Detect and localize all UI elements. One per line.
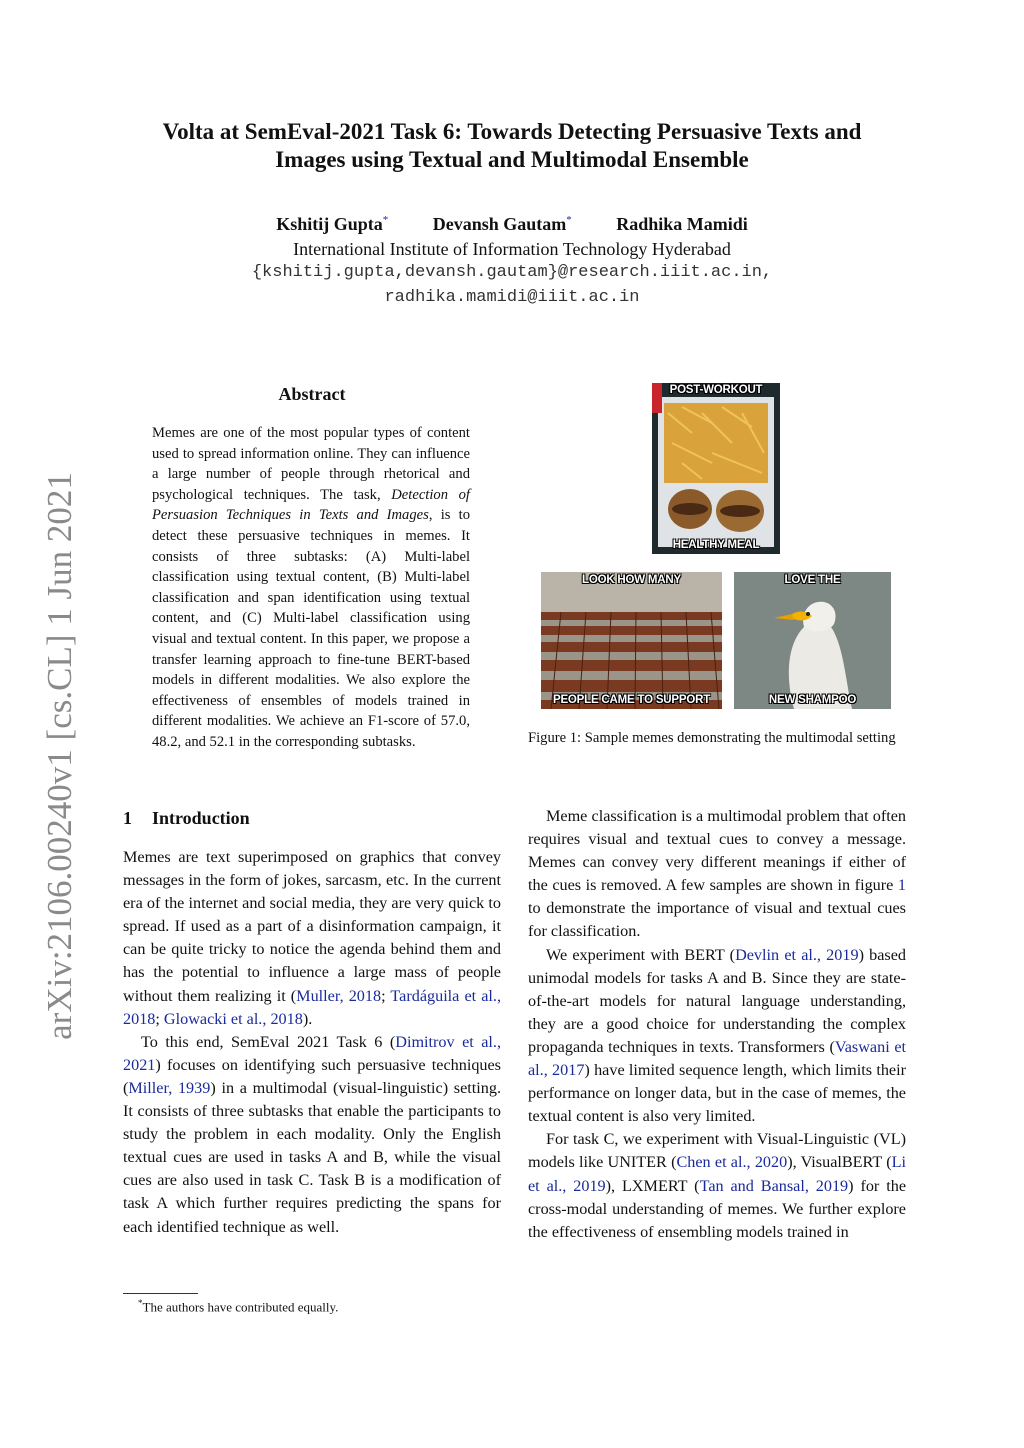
meme-1-top-text: POST-WORKOUT [669,384,763,396]
arxiv-sidebar-id: arXiv:2106.00240v1 [cs.CL] 1 Jun 2021 [40,472,79,1040]
paper-title [100,118,924,174]
author-2: Devansh Gautam* [432,214,572,234]
meme-2-top-text: LOOK HOW MANY [582,574,681,586]
right-paragraph-3: For task C, we experiment with Visual-Linguistic (VL) models like UNITER (Chen et al., 2020), VisualBERT (Li et al., 2019), LXMERT (Tan and Bansal, 2019) for the cross-modal understanding of memes. We further explore the effectiveness of ensembling models trained in [528,1130,906,1241]
abstract-heading: Abstract [278,384,346,404]
meme-2-bottom-text: PEOPLE CAME TO SUPPORT [552,694,711,706]
figure-caption: Figure 1: Sample memes demonstrating the multimodal setting [528,730,896,746]
citation-link[interactable]: Miller, 1939 [128,1078,211,1097]
author-list [100,214,924,235]
citation-link[interactable]: Chen et al., 2020 [676,1153,788,1172]
intro-left-column [123,846,501,1239]
citation-link[interactable]: Tan and Bansal, 2019 [699,1176,849,1195]
title-line-1: Volta at SemEval-2021 Task 6: Towards Detecting Persuasive Texts and [162,119,862,144]
meme-3-bottom-text: NEW SHAMPOO [768,694,857,706]
intro-right-column [528,805,906,1244]
citation-link[interactable]: Muller, 2018 [296,986,382,1005]
vulture-illustration [734,572,891,709]
meme-fries-burgers-image [652,383,780,554]
citation-link[interactable]: Glowacki et al., 2018 [163,1009,303,1028]
auditorium-seats-illustration [541,572,722,709]
right-paragraph-1: Meme classification is a multimodal problem that often requires visual and textual cues to convey a message. Memes can convey very different meanings if either of the cues is removed. A few samples are shown in figure 1 to demonstrate the importance of visual and textual cues for classification. [528,807,906,941]
citation-link[interactable]: Li et al., 2019 [528,1153,906,1195]
citation-link[interactable]: Tardáguila et al., 2018 [123,986,501,1028]
intro-paragraph-2: To this end, SemEval 2021 Task 6 (Dimitrov et al., 2021) focuses on identifying such persuasive techniques (Miller, 1939) in a multimodal (visual-linguistic) setting. It consists of three subtasks that enable the participants to study the problem in each modality. Only the English textual cues are used in tasks A and B, while the visual cues are also used in task C. Task B is a modification of task A which further requires predicting the spans for each identified technique as well. [123,1032,502,1236]
citation-link[interactable]: Vaswani et al., 2017 [528,1037,907,1080]
title-line-2: Images using Textual and Multimodal Ensemble [275,147,749,172]
meme-1-bottom-text: HEALTHY MEAL [672,539,760,551]
meme-vulture-image [734,572,891,709]
intro-paragraph-1: Memes are text superimposed on graphics that convey messages in the form of jokes, sarcasm, etc. In the current era of the internet and social media, they are very quick to spread. If used as a part of a disinformation campaign, it can be quite tricky to notice the agenda behind them and has the potential to influence a large mass of people without them realizing it (Muller, 2018; Tardáguila et al., 2018; Glowacki et al., 2018). [123,848,501,1028]
email-line-2: radhika.mamidi@iiit.ac.in [384,288,640,307]
figure-reference-link[interactable]: 1 [897,876,906,895]
right-paragraph-2: We experiment with BERT (Devlin et al., 2019) based unimodal models for tasks A and B. Since they are state-of-the-art models for natural language understanding, they are a good choice for understanding the complex propaganda techniques in texts. Transformers (Vaswani et al., 2017) have limited sequence length, which limits their performance on longer data, but in the case of memes, the textual content is also very limited. [528,945,907,1126]
author-3: Radhika Mamidi [616,214,748,234]
abstract-body: Memes are one of the most popular types of content used to spread information online. They can influence a large number of people through rhetorical and psychological techniques. The task, Detection of Persuasion Techniques in Texts and Images, is to detect these persuasive techniques in memes. It consists of three subtasks: (A) Multi-label classification using textual content, (B) Multi-label classification and span identification using textual content, and (C) Multi-label classification using visual and textual content. In this paper, we propose a transfer learning approach to fine-tune BERT-based models in different modalities. We also explore the effectiveness of ensembles of models trained in different modalities. We achieve an F1-score of 57.0, 48.2, and 52.1 in the corresponding subtasks. [152,425,471,750]
meme-empty-seats-image [541,572,722,709]
fries-tray-illustration [652,383,780,554]
section-heading: 1 Introduction [123,808,250,828]
footnote-divider [123,1293,198,1294]
author-1: Kshitij Gupta* [276,214,389,234]
footnote: *The authors have contributed equally. [138,1298,339,1315]
citation-link[interactable]: Dimitrov et al., 2021 [123,1032,501,1074]
affiliation: International Institute of Information Technology Hyderabad [293,239,731,259]
email-line-1: {kshitij.gupta,devansh.gautam}@research.iiit.ac.in, [251,263,773,282]
citation-link[interactable]: Devlin et al., 2019 [735,945,859,964]
meme-3-top-text: LOVE THE [784,574,841,586]
